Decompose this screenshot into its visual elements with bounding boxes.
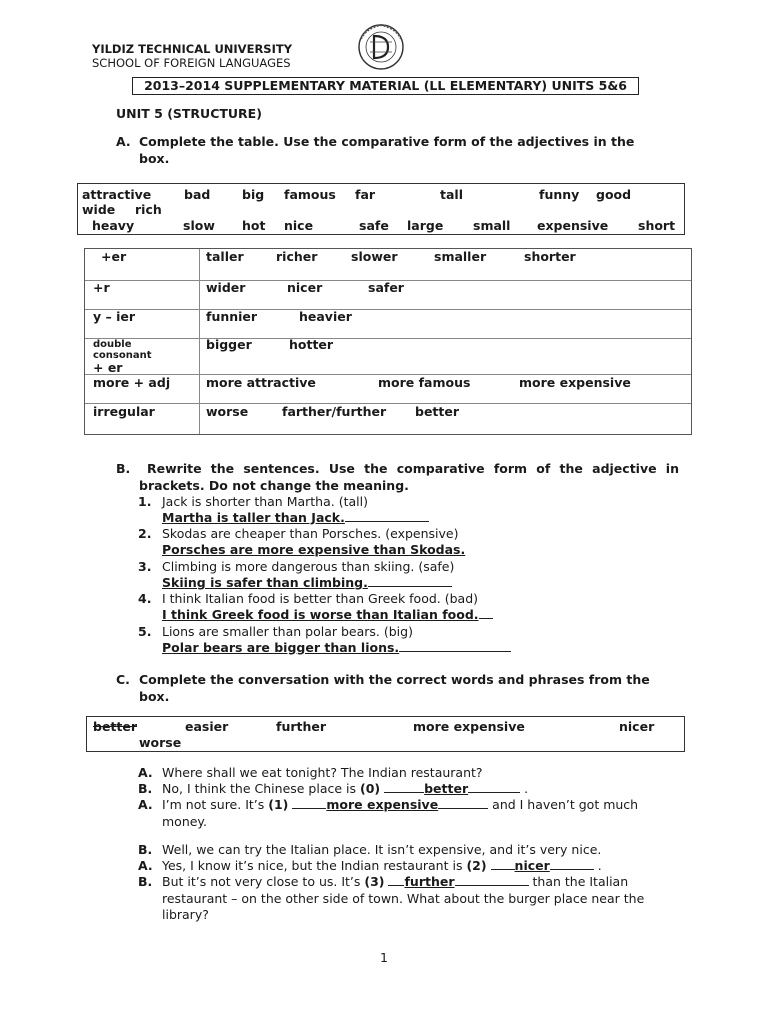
- table-rule-cell: more + adj: [93, 375, 171, 390]
- blank-number: (2): [466, 858, 487, 873]
- section-c-instruction: [139, 672, 679, 705]
- table-rule-cell: y – ier: [93, 309, 136, 324]
- speaker-label: A.: [138, 858, 153, 873]
- list-item: [138, 494, 368, 509]
- adjective-box: [77, 183, 685, 235]
- box-word: famous: [284, 187, 336, 202]
- item-sentence: Jack is shorter than Martha. (tall): [162, 494, 368, 509]
- text-part: But it’s not very close to us. It’s: [162, 874, 365, 889]
- list-item: [138, 559, 455, 574]
- text-part: Yes, I know it’s nice, but the Indian restaurant is: [162, 858, 467, 873]
- dialogue-line: [138, 858, 678, 875]
- text-part: .: [520, 781, 529, 796]
- table-cell: nicer: [287, 280, 323, 295]
- answer-text: better: [424, 781, 469, 796]
- school-name: SCHOOL OF FOREIGN LANGUAGES: [92, 56, 291, 70]
- instruction-line: Complete the table. Use the comparative form of the adjectives in the: [139, 134, 635, 149]
- page-title: 2013–2014 SUPPLEMENTARY MATERIAL (LL ELEMENTARY) UNITS 5&6: [132, 77, 639, 95]
- section-b-letter: B.: [116, 461, 131, 476]
- box-word: slow: [183, 218, 215, 233]
- answer-line: [162, 607, 493, 622]
- item-number: 1.: [138, 494, 152, 509]
- item-number: 2.: [138, 526, 152, 541]
- text-part: .: [593, 858, 602, 873]
- speaker-label: B.: [138, 842, 153, 857]
- text-part: and I haven’t got much: [488, 797, 639, 812]
- box-word: better: [93, 719, 138, 734]
- item-number: 5.: [138, 624, 152, 639]
- instruction-line: Rewrite the sentences. Use the comparative form of the adjective in: [147, 461, 679, 476]
- table-cell: funnier: [206, 309, 258, 324]
- table-cell: heavier: [299, 309, 352, 324]
- box-word: large: [407, 218, 444, 233]
- table-cell: bigger: [206, 337, 252, 352]
- item-number: 3.: [138, 559, 152, 574]
- instruction-line: Complete the conversation with the correct words and phrases from the: [139, 672, 650, 687]
- table-cell: better: [415, 404, 460, 419]
- table-rule-cell: +r: [93, 280, 110, 295]
- dialogue-text: restaurant – on the other side of town. What about the burger place near the: [162, 891, 645, 906]
- dialogue-line: [138, 781, 678, 798]
- rule-line: + er: [93, 360, 123, 375]
- box-word: small: [473, 218, 511, 233]
- university-name: YILDIZ TECHNICAL UNIVERSITY: [92, 42, 293, 56]
- comparatives-table: [84, 248, 692, 435]
- section-b-instruction: [139, 461, 679, 494]
- box-word: attractive: [82, 187, 152, 202]
- answer-text: more expensive: [326, 797, 439, 812]
- box-word: big: [242, 187, 265, 202]
- dialogue-line: [138, 797, 678, 829]
- table-cell: hotter: [289, 337, 334, 352]
- list-item: [138, 591, 479, 606]
- box-word: wide: [82, 202, 116, 217]
- item-number: 4.: [138, 591, 152, 606]
- table-rule-cell: [93, 339, 152, 375]
- dialogue-text: Well, we can try the Italian place. It isn’t expensive, and it’s very nice.: [162, 842, 602, 857]
- blank-number: (3): [364, 874, 385, 889]
- answer-text: Porsches are more expensive than Skodas.: [162, 542, 466, 557]
- table-cell: farther/further: [282, 404, 387, 419]
- instruction-line: box.: [139, 688, 170, 704]
- section-c-letter: C.: [116, 672, 130, 687]
- table-cell: more attractive: [206, 375, 316, 390]
- box-word: nicer: [619, 719, 655, 734]
- text-part: I’m not sure. It’s: [162, 797, 269, 812]
- table-cell: wider: [206, 280, 246, 295]
- header-block: [92, 42, 292, 70]
- university-logo-icon: [352, 22, 410, 72]
- dialogue-text: Where shall we eat tonight? The Indian restaurant?: [162, 765, 483, 780]
- dialogue-text: [162, 781, 528, 798]
- blank-number: (0): [360, 781, 381, 796]
- list-item: [138, 624, 413, 639]
- box-word: far: [355, 187, 376, 202]
- table-cell: richer: [276, 249, 318, 264]
- answer-text: Polar bears are bigger than lions.: [162, 640, 400, 655]
- table-rule-cell: +er: [101, 249, 127, 264]
- table-cell: shorter: [524, 249, 576, 264]
- unit-heading: UNIT 5 (STRUCTURE): [116, 106, 262, 121]
- box-word: nice: [284, 218, 314, 233]
- dialogue-text: money.: [162, 814, 208, 829]
- answer-text: Martha is taller than Jack.: [162, 510, 345, 525]
- answer-line: [162, 575, 452, 590]
- table-rule-cell: irregular: [93, 404, 155, 419]
- table-cell: slower: [351, 249, 398, 264]
- instruction-line: brackets. Do not change the meaning.: [139, 477, 409, 493]
- table-cell: more expensive: [519, 375, 631, 390]
- dialogue-text: library?: [162, 907, 209, 922]
- dialogue-text: [162, 858, 602, 875]
- answer-text: I think Greek food is worse than Italian food.: [162, 607, 479, 622]
- box-word: good: [596, 187, 632, 202]
- table-cell: more famous: [378, 375, 471, 390]
- item-sentence: Climbing is more dangerous than skiing. (safe): [162, 559, 455, 574]
- rule-line: double: [93, 339, 132, 350]
- dialogue-line: [138, 765, 678, 782]
- box-word: easier: [185, 719, 229, 734]
- dialogue-text: [162, 874, 628, 891]
- section-a-instruction: [139, 134, 679, 167]
- speaker-label: A.: [138, 797, 153, 812]
- box-word: hot: [242, 218, 266, 233]
- table-cell: safer: [368, 280, 404, 295]
- table-cell: taller: [206, 249, 244, 264]
- box-word: tall: [440, 187, 463, 202]
- dialogue-line: [138, 842, 678, 859]
- box-word: worse: [139, 735, 182, 750]
- box-word: more expensive: [413, 719, 525, 734]
- blank-number: (1): [268, 797, 289, 812]
- answer-line: [162, 640, 511, 655]
- box-word: short: [638, 218, 676, 233]
- answer-text: Skiing is safer than climbing.: [162, 575, 368, 590]
- table-cell: worse: [206, 404, 249, 419]
- dialogue-line: [138, 874, 678, 922]
- dialogue-text: [162, 797, 638, 814]
- text-part: No, I think the Chinese place is: [162, 781, 360, 796]
- box-word: expensive: [537, 218, 609, 233]
- answer-line: [162, 542, 465, 557]
- box-word: safe: [359, 218, 389, 233]
- rule-line: consonant: [93, 350, 152, 361]
- box-word: funny: [539, 187, 580, 202]
- instruction-line: box.: [139, 150, 170, 166]
- item-sentence: Skodas are cheaper than Porsches. (expensive): [162, 526, 459, 541]
- section-a-letter: A.: [116, 134, 131, 149]
- answer-line: [162, 510, 429, 525]
- page-number: 1: [380, 950, 388, 965]
- item-sentence: I think Italian food is better than Greek food. (bad): [162, 591, 479, 606]
- list-item: [138, 526, 459, 541]
- box-word: further: [276, 719, 327, 734]
- table-cell: smaller: [434, 249, 487, 264]
- text-part: than the Italian: [528, 874, 629, 889]
- item-sentence: Lions are smaller than polar bears. (big): [162, 624, 413, 639]
- answer-text: further: [404, 874, 455, 889]
- box-word: bad: [184, 187, 211, 202]
- speaker-label: A.: [138, 765, 153, 780]
- word-box: [86, 716, 685, 752]
- answer-text: nicer: [514, 858, 550, 873]
- box-word: rich: [135, 202, 162, 217]
- box-word: heavy: [92, 218, 135, 233]
- speaker-label: B.: [138, 874, 153, 889]
- speaker-label: B.: [138, 781, 153, 796]
